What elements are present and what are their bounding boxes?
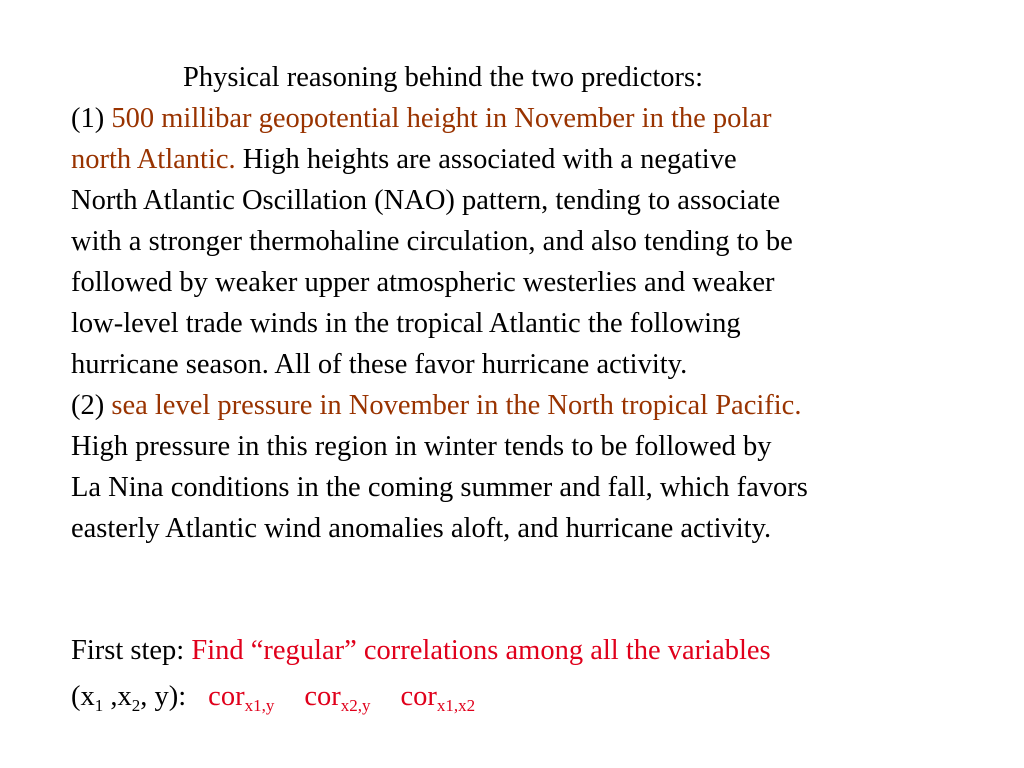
x2-subscript: 2 xyxy=(131,696,141,715)
item2-line-2: High pressure in this region in winter tends to be followed by xyxy=(71,431,772,462)
item1-highlight-b: north Atlantic. xyxy=(71,144,236,175)
item1-line-7: hurricane season. All of these favor hurricane activity. xyxy=(71,349,688,380)
item2-number: (2) xyxy=(71,390,112,421)
item1-highlight-a: 500 millibar geopotential height in November in the polar xyxy=(111,103,772,134)
correlation-base: cor xyxy=(304,681,341,712)
variables-line xyxy=(71,676,475,717)
item1-number: (1) xyxy=(71,103,112,134)
item1-text-a: High heights are associated with a negative xyxy=(235,144,737,175)
item1-line-5: followed by weaker upper atmospheric westerlies and weaker xyxy=(71,267,775,298)
item2-line-4: easterly Atlantic wind anomalies aloft, and hurricane activity. xyxy=(71,513,772,544)
first-step-highlight: Find “regular” correlations among all the variables xyxy=(191,635,771,666)
item1-line-6: low-level trade winds in the tropical Atlantic the following xyxy=(71,308,741,339)
item1-line-4: with a stronger thermohaline circulation, and also tending to be xyxy=(71,226,793,257)
item1-line-2 xyxy=(71,139,737,180)
correlation-subscript: x1,x2 xyxy=(436,696,476,715)
vars-close: , y): xyxy=(140,681,187,712)
correlation-subscript: x2,y xyxy=(340,696,371,715)
item2-line-3: La Nina conditions in the coming summer and fall, which favors xyxy=(71,472,808,503)
correlation-x1-x2 xyxy=(400,681,476,715)
correlation-x1-y xyxy=(208,681,275,715)
correlation-x2-y xyxy=(304,681,371,715)
x1-subscript: 1 xyxy=(94,696,104,715)
first-step-line xyxy=(71,630,771,671)
item1-line-1 xyxy=(71,98,771,139)
correlation-base: cor xyxy=(208,681,245,712)
item2-line-1 xyxy=(71,385,801,426)
correlation-subscript: x1,y xyxy=(244,696,275,715)
vars-open: (x xyxy=(71,681,95,712)
correlation-base: cor xyxy=(400,681,437,712)
item1-line-3: North Atlantic Oscillation (NAO) pattern, tending to associate xyxy=(71,185,781,216)
slide-title: Physical reasoning behind the two predictors: xyxy=(183,62,704,93)
first-step-label: First step: xyxy=(71,635,192,666)
vars-mid: ,x xyxy=(103,681,132,712)
item2-highlight: sea level pressure in November in the North tropical Pacific. xyxy=(111,390,802,421)
